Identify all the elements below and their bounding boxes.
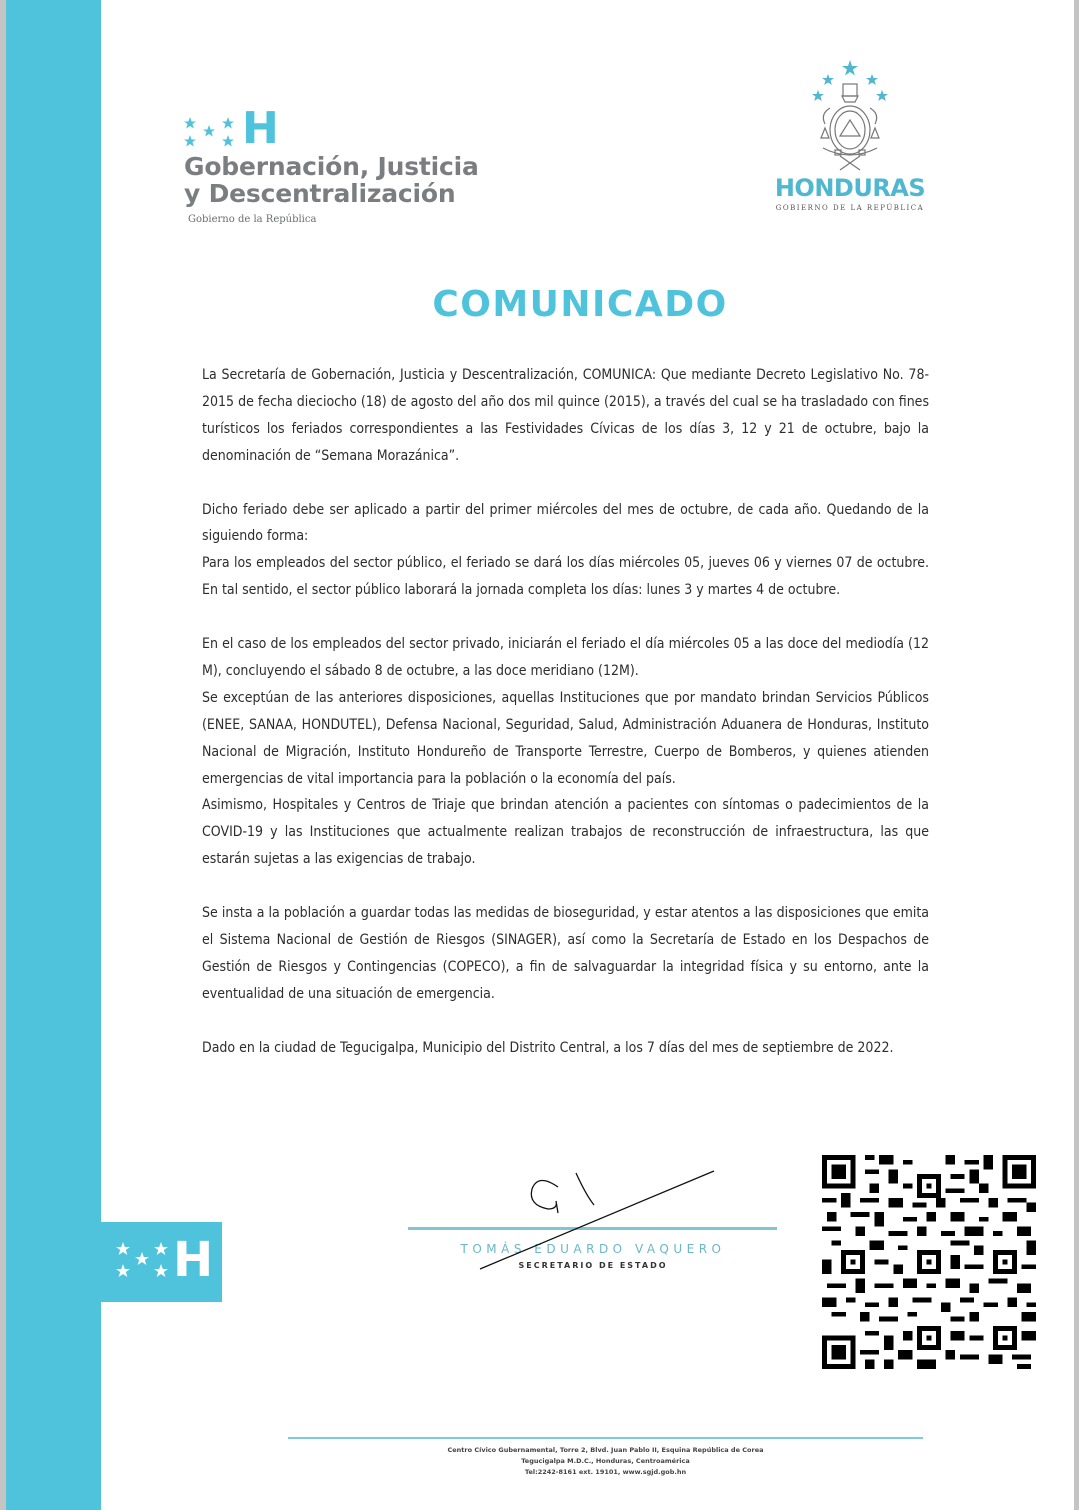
page-edge-right <box>1074 0 1079 1510</box>
paragraph-exceptions: Se exceptúan de las anteriores disposiciones, aquellas Instituciones que por mandato brindan Servicios Públicos (ENEE, SANAA, HONDUTEL), Defensa Nacional, Seguridad, Salud, Administración Aduanera de Honduras, Instituto Nacional de Migración, Instituto Hondureño de Transporte Terrestre, Cuerpo de Bomberos, y quienes atienden emergencias de vital importancia para la población o la economía del país. <box>202 689 929 787</box>
h-mark: H <box>242 103 279 154</box>
ministry-name-line2: y Descentralización <box>184 179 456 208</box>
stars-icon <box>184 115 240 151</box>
signer-name: TOMÁS EDUARDO VAQUERO <box>460 1242 726 1256</box>
coat-of-arms-icon <box>795 58 905 172</box>
paragraph-biosecurity: Se insta a la población a guardar todas las medidas de bioseguridad, y estar atentos a las disposiciones que emita el Sistema Nacional de Gestión de Riesgos (SINAGER), así como la Secretaría de Estado en los Despachos de Gestión de Riesgos y Contingencias (COPECO), a fin de salvaguardar la integridad física y su entorno, ante la eventualidad de una situación de emergencia. <box>202 905 929 1002</box>
paragraph-application: Dicho feriado debe ser aplicado a partir del primer miércoles del mes de octubre, de cada año. Quedando de la siguiendo forma: <box>202 501 929 545</box>
handwritten-signature-icon <box>408 1165 778 1275</box>
footer-address <box>288 1445 923 1478</box>
stars-icon <box>115 1238 175 1284</box>
honduras-logo <box>770 58 930 212</box>
paragraph-dated: Dado en la ciudad de Tegucigalpa, Municipio del Distrito Central, a los 7 días del mes de septiembre de 2022. <box>202 1039 894 1056</box>
paragraph-private-sector: En el caso de los empleados del sector privado, iniciarán el feriado el día miércoles 05 a las doce del mediodía (12 M), concluyendo el sábado 8 de octubre, a las doce meridiano (12M). <box>202 636 929 679</box>
sidebar-band <box>6 0 101 1510</box>
footer-divider <box>288 1437 923 1439</box>
paragraph-hospitals: Asimismo, Hospitales y Centros de Triaje que brindan atención a pacientes con síntomas o padecimientos de la COVID-19 y las Instituciones que actualmente realizan trabajos de reconstrucción de infraestructura, las que estarán sujetas a las exigencias de trabajo. <box>202 797 929 868</box>
document-body <box>202 362 929 1062</box>
footer-line-2: Tegucigalpa M.D.C., Honduras, Centroamérica <box>521 1457 690 1465</box>
footer-line-3: Tel:2242-8161 ext. 19101, www.sgjd.gob.hn <box>524 1468 687 1476</box>
paragraph-decree: La Secretaría de Gobernación, Justicia y Descentralización, COMUNICA: Que mediante Decreto Legislativo No. 78-2015 de fecha dieciocho (18) de agosto del año dos mil quince (2015), a través del cual se ha trasladado con fines turísticos los feriados correspondientes a las Festividades Cívicas de los días 3, 12 y 21 de octubre, bajo la denominación de “Semana Morazánica”. <box>202 367 929 464</box>
ministry-logo <box>184 103 504 225</box>
signer-role: SECRETARIO DE ESTADO <box>518 1261 668 1270</box>
country-subtitle: GOBIERNO DE LA REPÚBLICA <box>775 204 925 212</box>
sidebar-tab-logo <box>101 1222 222 1302</box>
signature-block <box>408 1165 778 1275</box>
footer-line-1: Centro Cívico Gubernamental, Torre 2, Blvd. Juan Pablo II, Esquina República de Corea <box>447 1446 764 1454</box>
ministry-subtitle: Gobierno de la República <box>188 214 317 225</box>
ministry-name-line1: Gobernación, Justicia <box>184 152 479 181</box>
qr-code[interactable] <box>822 1155 1036 1369</box>
document-title: COMUNICADO <box>432 284 728 325</box>
paragraph-public-sector: Para los empleados del sector público, el feriado se dará los días miércoles 05, jueves 06 y viernes 07 de octubre. En tal sentido, el sector público laborará la jornada completa los días: lunes 3 y martes 4 de octubre. <box>202 555 929 599</box>
h-mark: H <box>173 1232 214 1288</box>
country-name: HONDURAS <box>774 174 926 202</box>
